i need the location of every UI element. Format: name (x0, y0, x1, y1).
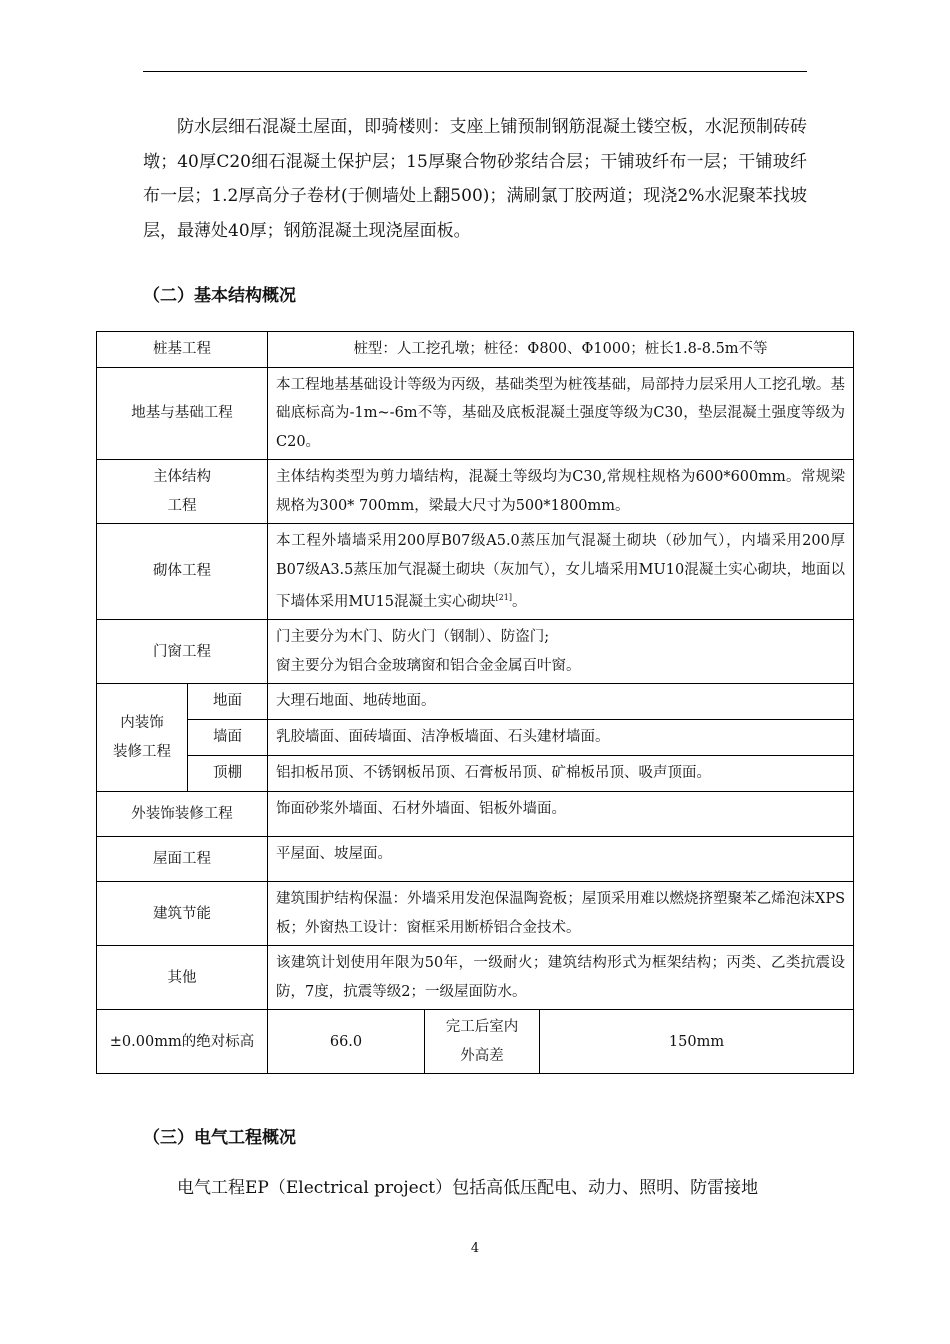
height-diff-value: 150mm (540, 1010, 854, 1074)
interior-sub-wall: 墙面 (188, 720, 268, 756)
table-row (97, 524, 854, 620)
table-row (97, 792, 854, 837)
interior-content-floor: 大理石地面、地砖地面。 (268, 684, 854, 720)
row-content-pile: 桩型：人工挖孔墩；桩径：Φ800、Φ1000；桩长1.8-8.5m不等 (268, 332, 854, 368)
table-row (97, 620, 854, 684)
interior-content-ceiling: 铝扣板吊顶、不锈钢板吊顶、石膏板吊顶、矿棉板吊顶、吸声顶面。 (268, 756, 854, 792)
row-label-elevation: ±0.00mm的绝对标高 (97, 1010, 268, 1074)
masonry-text: 本工程外墙墙采用200厚B07级A5.0蒸压加气混凝土砌块（砂加气），内墙采用200厚B07级A3.5蒸压加气混凝土砌块（灰加气），女儿墙采用MU10混凝土实心砌块，地面以下墙体采用MU15混凝土实心砌块 (276, 533, 846, 610)
interior-sub-floor: 地面 (188, 684, 268, 720)
table-row (97, 332, 854, 368)
height-diff-label-line1: 完工后室内 (445, 1019, 519, 1036)
height-diff-label (425, 1010, 540, 1074)
interior-sub-ceiling: 顶棚 (188, 756, 268, 792)
header-rule (143, 71, 807, 72)
main-structure-label-line1: 主体结构 (153, 469, 211, 485)
row-label-masonry: 砌体工程 (97, 524, 268, 620)
row-label-interior (97, 684, 188, 792)
table-row (97, 946, 854, 1010)
interior-content-wall: 乳胶墙面、面砖墙面、洁净板墙面、石头建材墙面。 (268, 720, 854, 756)
row-content-exterior: 饰面砂浆外墙面、石材外墙面、铝板外墙面。 (268, 792, 854, 837)
table-row (97, 837, 854, 882)
row-label-exterior: 外装饰装修工程 (97, 792, 268, 837)
main-structure-label-line2: 工程 (167, 497, 197, 514)
closing-paragraph: 电气工程EP（Electrical project）包括高低压配电、动力、照明、防雷接地 (177, 1178, 759, 1198)
row-content-other: 该建筑计划使用年限为50年，一级耐火；建筑结构形式为框架结构；丙类、乙类抗震设防，7度，抗震等级2；一级屋面防水。 (268, 946, 854, 1010)
masonry-tail: 。 (511, 593, 527, 610)
doors-line: 门主要分为木门、防火门（钢制）、防盗门; (276, 629, 550, 646)
intro-paragraph: 防水层细石混凝土屋面，即骑楼则：支座上铺预制钢筋混凝土镂空板，水泥预制砖砖墩；40厚C20细石混凝土保护层；15厚聚合物砂浆结合层；干铺玻纤布一层；干铺玻纤布一层；1.2厚高分子卷材(于侧墙处上翻500)；满刷氯丁胶两道；现浇2%水泥聚苯找坡层，最薄处40厚；钢筋混凝土现浇屋面板。 (143, 117, 807, 241)
table-row (97, 1010, 854, 1074)
structure-overview-table (96, 331, 854, 1074)
section-heading-electrical: （三）电气工程概况 (143, 1128, 296, 1148)
height-diff-label-line2: 外高差 (460, 1047, 504, 1064)
section-heading-structure: （二）基本结构概况 (143, 286, 296, 306)
row-label-pile: 桩基工程 (97, 332, 268, 368)
interior-label-line2: 装修工程 (113, 743, 171, 760)
row-label-doors-windows: 门窗工程 (97, 620, 268, 684)
interior-label-line1: 内装饰 (120, 715, 164, 732)
row-label-energy: 建筑节能 (97, 882, 268, 946)
table-row (97, 720, 854, 756)
windows-line: 窗主要分为铝合金玻璃窗和铝合金金属百叶窗。 (276, 657, 581, 674)
page-number: 4 (470, 1241, 480, 1256)
row-label-foundation: 地基与基础工程 (97, 367, 268, 460)
row-content-roof: 平屋面、坡屋面。 (268, 837, 854, 882)
row-content-masonry (268, 524, 854, 620)
row-content-main-structure: 主体结构类型为剪力墙结构，混凝土等级均为C30,常规柱规格为600*600mm。常规梁规格为300* 700mm，梁最大尺寸为500*1800mm。 (268, 460, 854, 524)
table-row (97, 367, 854, 460)
table-row (97, 882, 854, 946)
table-row (97, 756, 854, 792)
row-label-other: 其他 (97, 946, 268, 1010)
table-row (97, 460, 854, 524)
row-label-main-structure (97, 460, 268, 524)
row-content-energy: 建筑围护结构保温：外墙采用发泡保温陶瓷板；屋顶采用难以燃烧挤塑聚苯乙烯泡沫XPS板；外窗热工设计：窗框采用断桥铝合金技术。 (268, 882, 854, 946)
elevation-value: 66.0 (268, 1010, 425, 1074)
row-label-roof: 屋面工程 (97, 837, 268, 882)
citation-ref: [21] (495, 593, 512, 602)
row-content-doors-windows (268, 620, 854, 684)
row-content-foundation: 本工程地基基础设计等级为丙级，基础类型为桩筏基础，局部持力层采用人工挖孔墩。基础底标高为-1m~-6m不等，基础及底板混凝土强度等级为C30，垫层混凝土强度等级为C20。 (268, 367, 854, 460)
table-row (97, 684, 854, 720)
